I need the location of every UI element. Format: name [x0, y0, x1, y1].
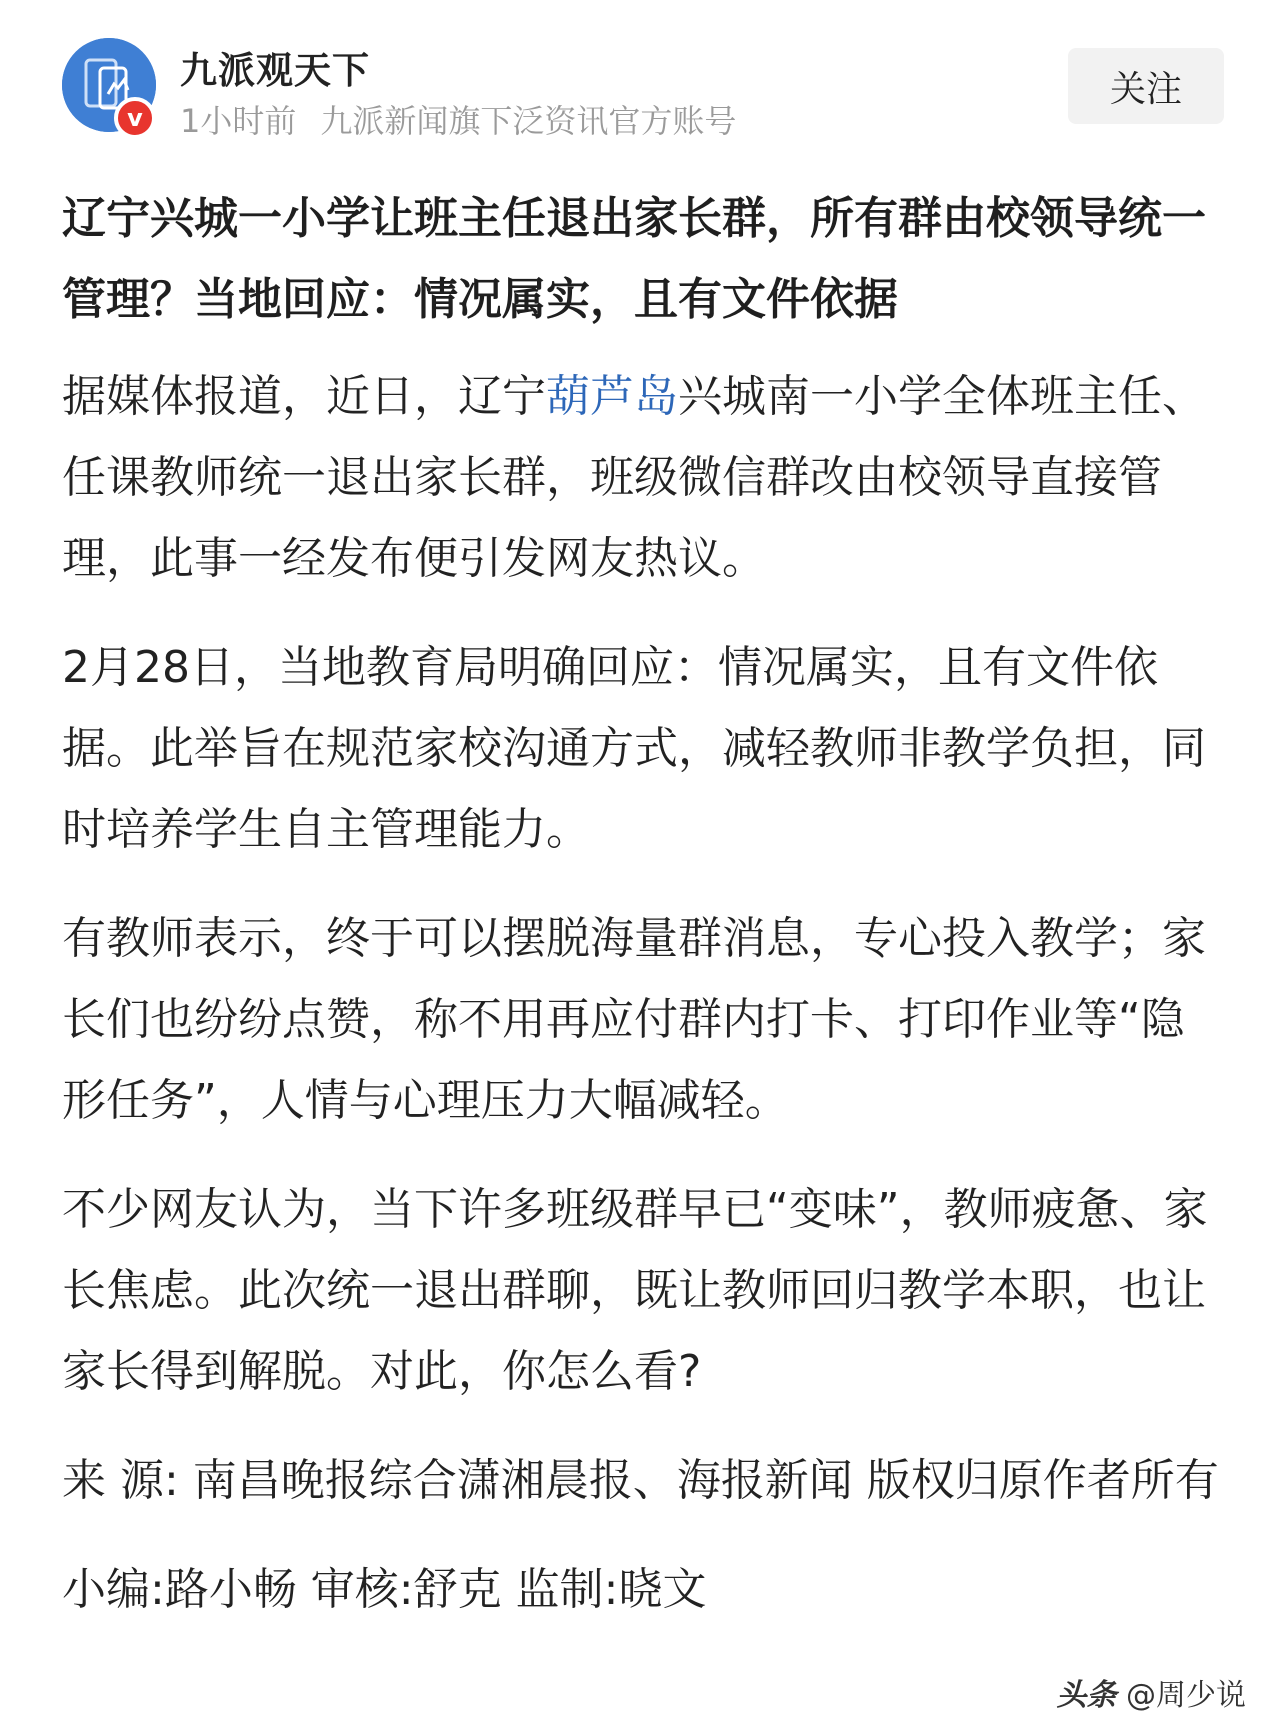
- article-body: [62, 178, 1222, 1658]
- watermark: [1056, 1670, 1246, 1714]
- watermark-brand: 头条: [1056, 1678, 1117, 1713]
- account-name[interactable]: 九派观天下: [180, 49, 370, 92]
- watermark-handle: @周少说: [1126, 1678, 1246, 1713]
- account-meta: [180, 96, 736, 142]
- paragraph-4: 不少网友认为，当下许多班级群早已“变味”，教师疲惫、家长焦虑。此次统一退出群聊，既让教师回归教学本职，也让家长得到解脱。对此，你怎么看?: [62, 1184, 1208, 1397]
- paragraph-2: 2月28日，当地教育局明确回应：情况属实，且有文件依据。此举旨在规范家校沟通方式，减轻教师非教学负担，同时培养学生自主管理能力。: [62, 642, 1206, 855]
- follow-button[interactable]: 关注: [1068, 48, 1224, 124]
- source-credit: 来 源: 南昌晚报综合潇湘晨报、海报新闻 版权归原作者所有: [62, 1455, 1219, 1506]
- paragraph-1: [62, 356, 1222, 599]
- account-description: 九派新闻旗下泛资讯官方账号: [320, 102, 737, 140]
- paragraph-3: 有教师表示，终于可以摆脱海量群消息，专心投入教学；家长们也纷纷点赞，称不用再应付群内打卡、打印作业等“隐形任务”，人情与心理压力大幅减轻。: [62, 913, 1206, 1126]
- editor-credits: 小编:路小畅 审核:舒克 监制:晓文: [62, 1564, 707, 1615]
- location-link[interactable]: 葫芦岛: [546, 371, 678, 422]
- paragraph-1-text-end: 兴城南一小学全体班主任、任课教师统一退出家长群，班级微信群改由校领导直接管理，此事一经发布便引发网友热议。: [62, 371, 1206, 584]
- verified-badge-icon: v: [114, 97, 156, 139]
- post-time: 1小时前: [180, 102, 297, 140]
- paragraph-1-text-start: 据媒体报道，近日，辽宁: [62, 371, 546, 422]
- article-title: 辽宁兴城一小学让班主任退出家长群，所有群由校领导统一管理？当地回应：情况属实，且有文件依据: [62, 193, 1206, 325]
- post-header: [0, 0, 1280, 150]
